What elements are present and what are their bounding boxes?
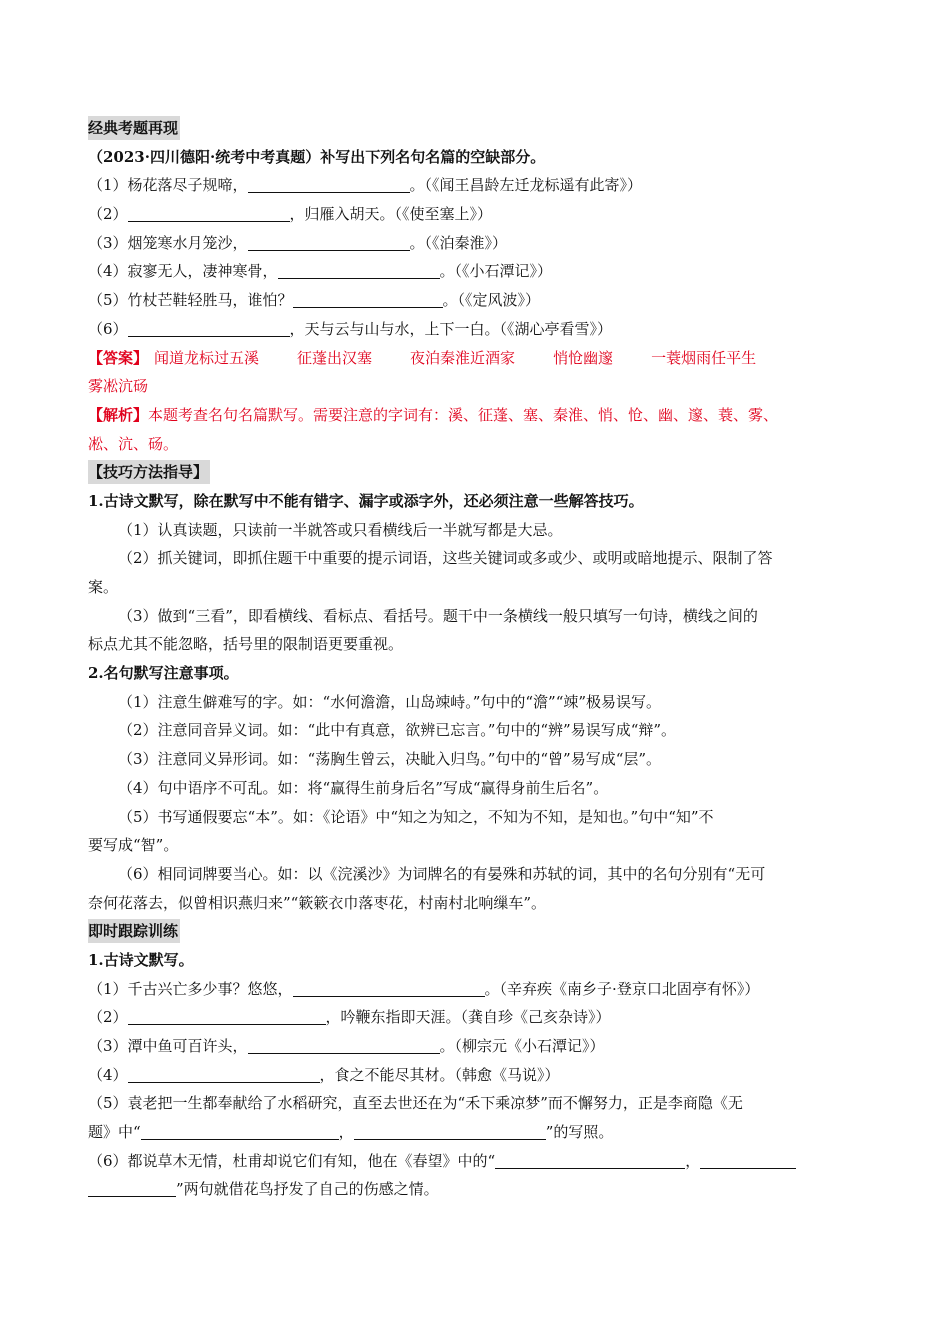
answer-5: 一蓑烟雨任平生 xyxy=(651,348,757,367)
analysis-cont: 凇、沆、砀。 xyxy=(88,434,179,453)
analysis-line: 【解析】本题考查名句名篇默写。需要注意的字词有：溪、征蓬、塞、秦淮、悄、怆、幽、邃、蓑、雾、 xyxy=(88,405,779,424)
question-5: （5）竹杖芒鞋轻胜马，谁怕？ 。（《定风波》） xyxy=(88,291,541,310)
blank-line xyxy=(128,319,290,337)
answer-line xyxy=(88,344,863,373)
tips-heading-2: 2.名句默写注意事项。 xyxy=(88,664,239,683)
tip-2-cont: 案。 xyxy=(88,578,119,596)
blank-line xyxy=(248,1036,440,1054)
tip-1: （1）认真读题，只读前一半就答或只看横线后一半就写都是大忌。 xyxy=(118,520,563,539)
section-title-practice: 即时跟踪训练 xyxy=(88,917,863,946)
question-4: （4）寂寥无人，凄神寒骨， 。（《小石潭记》） xyxy=(88,262,553,281)
blank-line xyxy=(700,1151,796,1169)
tip-3: （3）做到“三看”，即看横线、看标点、看括号。题干中一条横线一般只填写一句诗，横线之间的 xyxy=(118,606,758,625)
question-6: （6） ，天与云与山与水，上下一白。（《湖心亭看雪》） xyxy=(88,319,613,338)
answer-1: 闻道龙标过五溪 xyxy=(154,348,260,367)
section-title-tips: 【技巧方法指导】 xyxy=(88,458,863,487)
blank-line xyxy=(278,261,440,279)
blank-line xyxy=(495,1151,685,1169)
tip-3-cont: 标点尤其不能忽略，括号里的限制语更要重视。 xyxy=(88,635,404,654)
note-6: （6）相同词牌要当心。如：以《浣溪沙》为词牌名的有晏殊和苏轼的词，其中的名句分别有“无可 xyxy=(118,864,766,883)
practice-1: （1）千古兴亡多少事？悠悠， 。（辛弃疾《南乡子·登京口北固亭有怀》） xyxy=(88,979,760,998)
blank-line xyxy=(354,1122,546,1140)
note-3: （3）注意同义异形词。如：“荡胸生曾云，决眦入归鸟。”句中的“曾”易写成“层”。 xyxy=(118,750,662,769)
analysis-label: 【解析】 xyxy=(88,405,149,424)
practice-2: （2） ，吟鞭东指即天涯。（龚自珍《己亥杂诗》） xyxy=(88,1008,611,1027)
practice-heading: 1.古诗文默写。 xyxy=(88,950,194,969)
tips-heading-1: 1.古诗文默写，除在默写中不能有错字、漏字或添字外，还必须注意一些解答技巧。 xyxy=(88,491,644,510)
note-5: （5）书写通假要忘“本”。如：《论语》中“知之为知之，不知为不知，是知也。”句中“知”不 xyxy=(118,807,714,826)
practice-3: （3）潭中鱼可百许头， 。（柳宗元《小石潭记》） xyxy=(88,1037,605,1055)
question-2: （2） ，归雁入胡天。（《使至塞上》） xyxy=(88,205,493,224)
blank-line xyxy=(88,1179,176,1197)
blank-line xyxy=(293,979,485,997)
question-3: （3）烟笼寒水月笼沙， 。（《泊秦淮》） xyxy=(88,233,508,252)
note-6-cont: 奈何花落去，似曾相识燕归来”“簌簌衣巾落枣花，村南村北响缫车”。 xyxy=(88,893,547,912)
practice-6-cont: ”两句就借花鸟抒发了自己的伤感之情。 xyxy=(88,1175,863,1204)
blank-line xyxy=(128,1065,320,1083)
answer-2: 征蓬出汉塞 xyxy=(297,348,373,367)
blank-line xyxy=(128,1007,326,1025)
blank-line xyxy=(293,290,443,308)
blank-line xyxy=(248,175,410,193)
section-title-classic: 经典考题再现 xyxy=(88,114,863,143)
answer-4: 悄怆幽邃 xyxy=(553,348,614,367)
answer-3: 夜泊秦淮近酒家 xyxy=(410,348,516,367)
blank-line xyxy=(248,233,410,251)
note-2: （2）注意同音异义词。如：“此中有真意，欲辨已忘言。”句中的“辨”易误写成“辩”。 xyxy=(118,721,677,740)
question-source: （2023·四川德阳·统考中考真题）补写出下列名句名篇的空缺部分。 xyxy=(88,147,546,166)
note-4: （4）句中语序不可乱。如：将“赢得生前身后名”写成“赢得身前生后名”。 xyxy=(118,778,609,797)
answer-label: 【答案】 xyxy=(88,348,149,367)
practice-5-cont: 题》中“ ， ”的写照。 xyxy=(88,1123,614,1142)
question-1: （1）杨花落尽子规啼， 。（《闻王昌龄左迁龙标遥有此寄》） xyxy=(88,176,643,195)
tip-2: （2）抓关键词，即抓住题干中重要的提示词语，这些关键词或多或少、或明或暗地提示、限制了答 xyxy=(118,549,773,568)
blank-line xyxy=(128,204,290,222)
note-1: （1）注意生僻难写的字。如：“水何澹澹，山岛竦峙。”句中的“澹”“竦”极易误写。 xyxy=(118,692,662,711)
practice-5: （5）袁老把一生都奉献给了水稻研究，直至去世还在为“禾下乘凉梦”而不懈努力，正是李商隐《无 xyxy=(88,1094,743,1113)
answer-6: 雾凇沆砀 xyxy=(88,377,149,396)
note-5-cont: 要写成“智”。 xyxy=(88,836,179,855)
blank-line xyxy=(141,1122,339,1140)
document-content xyxy=(88,114,863,1204)
practice-4: （4） ，食之不能尽其材。（韩愈《马说》） xyxy=(88,1065,560,1084)
practice-6: （6）都说草木无情，杜甫却说它们有知，他在《春望》中的“ ， xyxy=(88,1147,863,1176)
